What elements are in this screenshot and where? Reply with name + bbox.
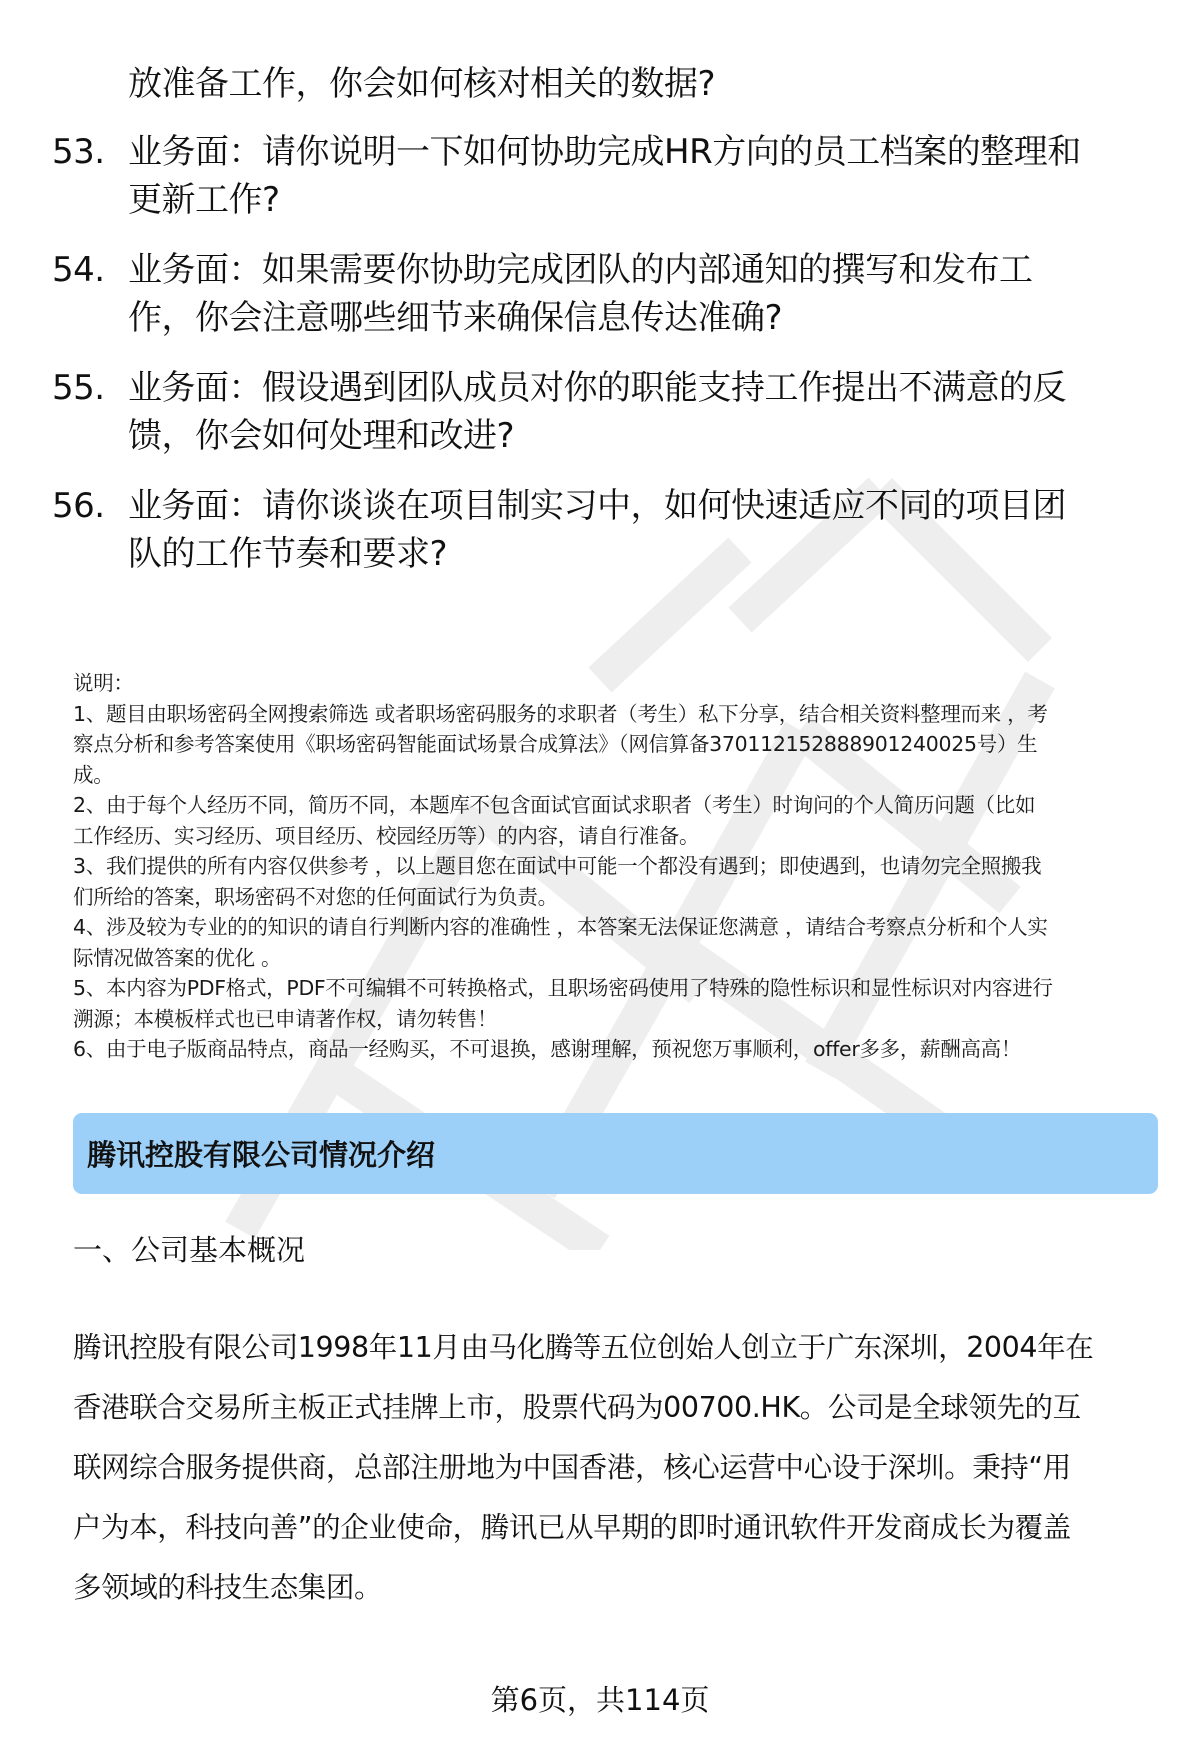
notes-line: 工作经历、实习经历、项目经历、校园经历等）的内容，请自行准备。 — [73, 823, 700, 848]
page-indicator: 第6页，共114页 — [490, 1683, 710, 1717]
notes-title: 说明： — [73, 671, 134, 695]
notes-line: 4、涉及较为专业的的知识的请自行判断内容的准确性 ，本答案无法保证您满意 ，请结合考察点分析和个人实 — [73, 915, 1048, 939]
question-line: 作，你会注意哪些细节来确保信息传达准确? — [128, 298, 783, 338]
notes-line: 们所给的答案，职场密码不对您的任何面试行为负责。 — [73, 884, 558, 909]
question-number: 55. — [52, 368, 105, 408]
question-number: 56. — [52, 486, 105, 526]
question-number: 53. — [52, 132, 105, 172]
section-sub-heading: 一、公司基本概况 — [73, 1233, 306, 1267]
section-banner-title: 腾讯控股有限公司情况介绍 — [87, 1138, 436, 1172]
notes-line: 际情况做答案的优化 。 — [73, 945, 282, 970]
question-number: 54. — [52, 250, 105, 290]
question-line: 队的工作节奏和要求? — [128, 534, 448, 574]
question-line: 馈，你会如何处理和改进? — [128, 416, 515, 456]
notes-line: 察点分析和参考答案使用《职场密码智能面试场景合成算法》（网信算备370112152888901240025号）生 — [73, 732, 1038, 756]
question-item — [52, 128, 1162, 224]
notes-line: 成。 — [73, 762, 114, 787]
question-item — [52, 482, 1162, 578]
paragraph-line: 户为本，科技向善”的企业使命，腾讯已从早期的即时通讯软件开发商成长为覆盖 — [73, 1511, 1071, 1544]
company-overview-paragraph — [73, 1318, 1158, 1618]
notes-line: 1、题目由职场密码全网搜索筛选 或者职场密码服务的求职者（考生）私下分享，结合相关资料整理而来 ，考 — [73, 701, 1048, 726]
paragraph-line: 香港联合交易所主板正式挂牌上市，股票代码为00700.HK。公司是全球领先的互 — [73, 1391, 1081, 1424]
notes-line: 溯源；本模板样式也已申请著作权，请勿转售！ — [73, 1006, 498, 1031]
notes-line: 2、由于每个人经历不同，简历不同，本题库不包含面试官面试求职者（考生）时询问的个人简历问题（比如 — [73, 793, 1036, 817]
paragraph-line: 联网综合服务提供商，总部注册地为中国香港，核心运营中心设于深圳。秉持“用 — [73, 1451, 1071, 1484]
paragraph-line: 多领域的科技生态集团。 — [73, 1571, 383, 1604]
question-continuation: 放准备工作，你会如何核对相关的数据? — [128, 64, 716, 104]
question-line: 业务面：如果需要你协助完成团队的内部通知的撰写和发布工 — [128, 250, 1033, 290]
notes-line: 6、由于电子版商品特点，商品一经购买，不可退换，感谢理解，预祝您万事顺利，offer多多，薪酬高高！ — [73, 1037, 1022, 1061]
question-line: 业务面：请你说明一下如何协助完成HR方向的员工档案的整理和 — [128, 132, 1081, 172]
notes-block — [73, 668, 1163, 1065]
question-line: 业务面：请你谈谈在项目制实习中，如何快速适应不同的项目团 — [128, 486, 1066, 526]
question-line: 更新工作? — [128, 180, 280, 220]
question-line: 业务面：假设遇到团队成员对你的职能支持工作提出不满意的反 — [128, 368, 1066, 408]
question-item — [52, 364, 1162, 460]
section-banner — [73, 1113, 1158, 1194]
notes-line: 5、本内容为PDF格式，PDF不可编辑不可转换格式，且职场密码使用了特殊的隐性标识和显性标识对内容进行 — [73, 976, 1053, 1000]
question-item — [52, 246, 1162, 342]
notes-line: 3、我们提供的所有内容仅供参考 ，以上题目您在面试中可能一个都没有遇到；即使遇到，也请勿完全照搬我 — [73, 854, 1042, 878]
paragraph-line: 腾讯控股有限公司1998年11月由马化腾等五位创始人创立于广东深圳，2004年在 — [73, 1331, 1094, 1364]
